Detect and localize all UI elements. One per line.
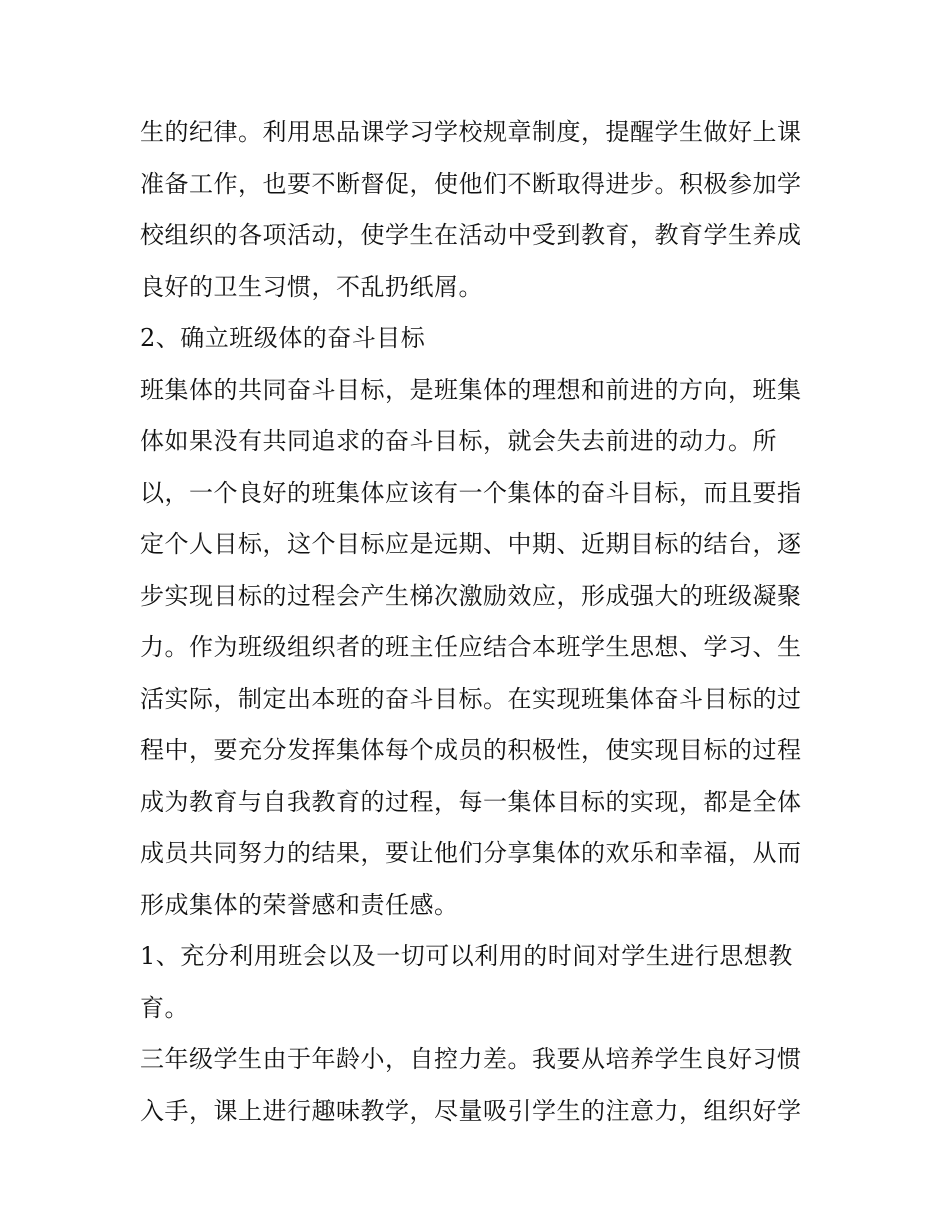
text-line: 活实际，制定出本班的奋斗目标。在实现班集体奋斗目标的过 — [140, 684, 802, 713]
text-line: 三年级学生由于年龄小，自控力差。我要从培养学生良好习惯 — [140, 1045, 802, 1073]
text-line: 生的纪律。利用思品课学习学校规章制度，提醒学生做好上课 — [140, 118, 802, 146]
section-heading: 2、确立班级体的奋斗目标 — [140, 324, 426, 352]
section-heading: 1、充分利用班会以及一切可以利用的时间对学生进行思想教 — [140, 942, 793, 970]
text-line: 体如果没有共同追求的奋斗目标，就会失去前进的动力。所 — [140, 427, 777, 455]
text-line: 形成集体的荣誉感和责任感。 — [140, 890, 459, 919]
text-line: 入手，课上进行趣味教学，尽量吸引学生的注意力，组织好学 — [140, 1096, 802, 1125]
text-line: 校组织的各项活动，使学生在活动中受到教育，教育学生养成 — [140, 221, 802, 249]
text-line: 准备工作，也要不断督促，使他们不断取得进步。积极参加学 — [140, 169, 802, 198]
text-line: 成员共同努力的结果，要让他们分享集体的欢乐和幸福，从而 — [140, 839, 802, 867]
text-line: 以，一个良好的班集体应该有一个集体的奋斗目标，而且要指 — [140, 478, 802, 507]
text-line: 力。作为班级组织者的班主任应结合本班学生思想、学习、生 — [140, 633, 802, 661]
text-line: 班集体的共同奋斗目标，是班集体的理想和前进的方向，班集 — [140, 375, 802, 404]
text-line: 成为教育与自我教育的过程，每一集体目标的实现，都是全体 — [140, 787, 802, 816]
text-line: 定个人目标，这个目标应是远期、中期、近期目标的结台，逐 — [140, 530, 802, 558]
text-line: 程中，要充分发挥集体每个成员的积极性，使实现目标的过程 — [140, 736, 802, 764]
document-body — [140, 107, 830, 1137]
text-line: 步实现目标的过程会产生梯次激励效应，形成强大的班级凝聚 — [140, 581, 802, 610]
text-line: 育。 — [140, 993, 189, 1022]
text-line: 良好的卫生习惯，不乱扔纸屑。 — [140, 272, 483, 301]
